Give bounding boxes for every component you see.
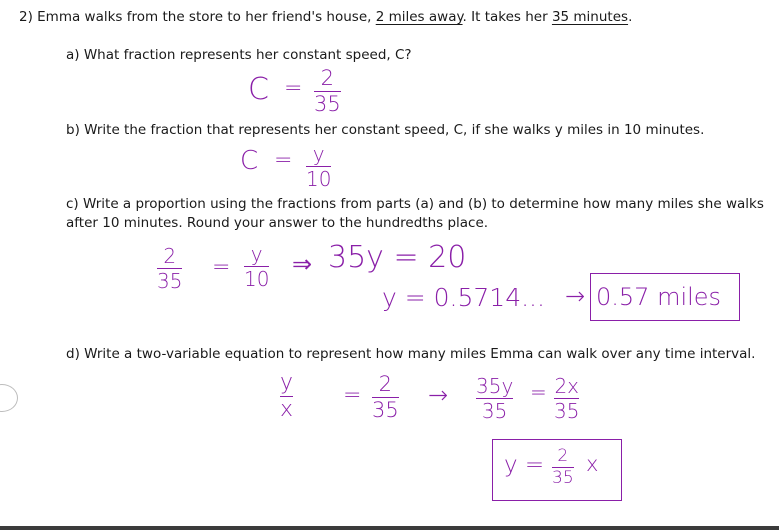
work-c-fraction-1: [157, 246, 182, 291]
work-d-denominator-3: 35: [481, 399, 508, 423]
work-c-answer: 0.57 miles: [596, 283, 722, 311]
work-b-numerator: y: [312, 142, 325, 166]
work-d-numerator-1: y: [280, 370, 294, 395]
work-d-equals: =: [343, 383, 362, 408]
right-arrow-icon-d: →: [428, 381, 449, 409]
work-c-cross-multiply: 35y = 20: [328, 240, 467, 275]
part-a-prompt: a) What fraction represents her constant speed, C?: [66, 47, 412, 63]
right-arrow-icon: →: [565, 282, 586, 310]
work-a-numerator: 2: [320, 66, 335, 90]
work-c-denominator-1: 35: [157, 269, 183, 293]
work-d-fraction-3: [476, 376, 513, 421]
work-a-fraction: [314, 68, 341, 115]
work-d-final-fraction: [552, 448, 574, 487]
part-c-prompt-line1: c) Write a proportion using the fractions from parts (a) and (b) to determine how many miles she walks: [66, 196, 764, 212]
work-d-numerator-3: 35y: [476, 374, 514, 398]
work-c-equals: =: [212, 255, 231, 280]
work-d-fraction-1: [280, 372, 293, 421]
work-d-final-denominator: 35: [552, 468, 574, 488]
work-a-lhs: C: [248, 72, 269, 107]
work-c-result: y = 0.5714...: [382, 283, 545, 312]
radio-circle-icon[interactable]: [0, 384, 18, 412]
part-d-prompt: d) Write a two-variable equation to represent how many miles Emma can walk over any time interval.: [66, 346, 756, 362]
work-b-denominator: 10: [306, 167, 332, 191]
work-d-denominator-4: 35: [554, 399, 580, 423]
bottom-divider: [0, 526, 779, 530]
work-b-equals: =: [274, 148, 293, 173]
question-text-b: . It takes her: [462, 9, 548, 25]
work-b-lhs: C: [240, 146, 259, 176]
part-c-prompt-line2: after 10 minutes. Round your answer to the hundredths place.: [66, 215, 489, 231]
work-d-denominator-1: x: [280, 397, 294, 422]
implies-arrow-icon: ⇒: [292, 250, 313, 278]
work-a-denominator: 35: [314, 92, 341, 116]
work-b-fraction: [306, 144, 331, 189]
question-text-a: Emma walks from the store to her friend's house,: [37, 9, 372, 25]
work-c-numerator-1: 2: [163, 244, 177, 268]
work-a-equals: =: [284, 76, 303, 101]
question-number: 2): [19, 9, 33, 25]
part-b-prompt: b) Write the fraction that represents her constant speed, C, if she walks y miles in 10 minutes.: [66, 122, 705, 138]
work-c-numerator-2: y: [250, 242, 263, 266]
work-d-fraction-4: [554, 376, 579, 421]
work-c-denominator-2: 10: [244, 267, 270, 291]
work-c-fraction-2: [244, 244, 269, 289]
question-distance: 2 miles away: [375, 9, 463, 25]
question-time: 35 minutes: [551, 9, 629, 25]
work-d-numerator-4: 2x: [554, 374, 579, 398]
question-text-c: .: [628, 9, 633, 25]
work-d-denominator-2: 35: [372, 398, 399, 422]
work-d-final-lhs: y =: [504, 452, 545, 478]
question-statement: [19, 8, 632, 26]
work-d-fraction-2: [372, 374, 399, 421]
work-d-final-variable: x: [586, 452, 599, 476]
work-d-numerator-2: 2: [378, 372, 393, 396]
work-d-final-numerator: 2: [557, 446, 569, 466]
work-d-equals-2: =: [530, 380, 547, 404]
